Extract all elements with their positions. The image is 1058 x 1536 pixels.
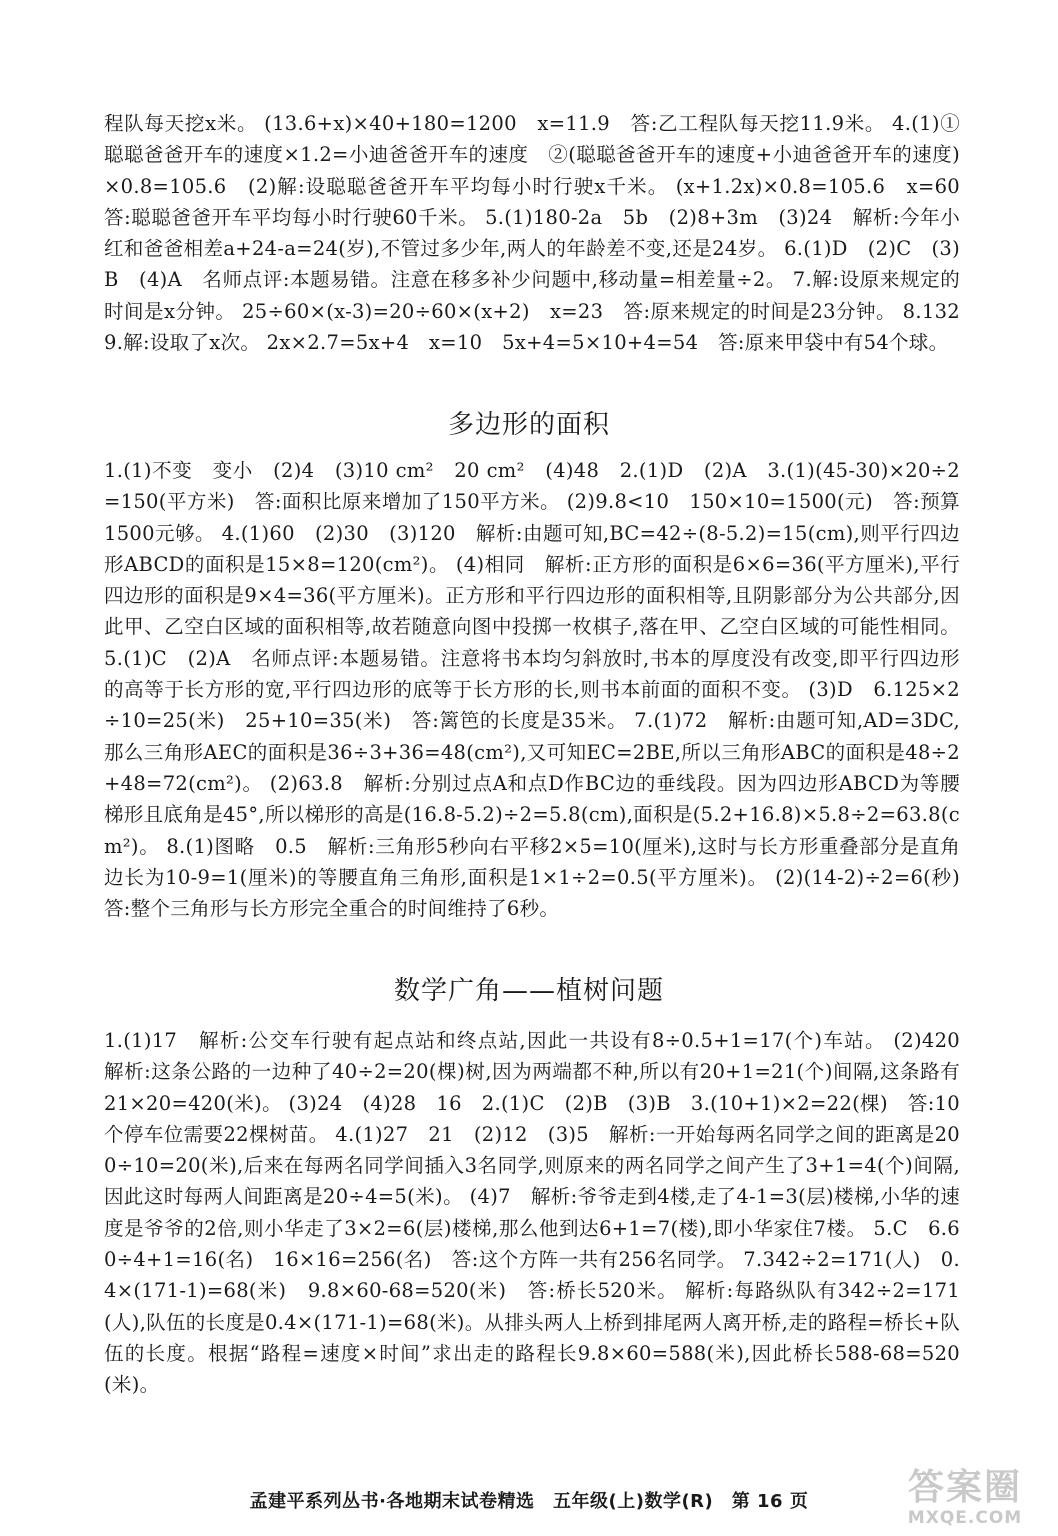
watermark-logo-text: 答案圈 (907, 1467, 1022, 1508)
paragraph-tree-planting: 1.(1)17 解析:公交车行驶有起点站和终点站,因此一共设有8÷0.5+1=17(个)车站。 (2)420 解析:这条公路的一边种了40÷2=20(棵)树,因为两端都不种,所以有20+1=21(个)间隔,这条路有21×20=420(米)。 (3)24 (4)28 16 2.(1)C (2)B (3)B 3.(10+1)×2=22(棵) 答:10个停车位需要22棵树苗。 4.(1)27 21 (2)12 (3)5 解析:一开始每两名同学之间的距离是200÷10=20(米),后来在每两名同学间插入3名同学,则原来的两名同学之间产生了3+1=4(个)间隔,因此这时每两人间距离是20÷4=5(米)。 (4)7 解析:爷爷走到4楼,走了4-1=3(层)楼梯,小华的速度是爷爷的2倍,则小华走了3×2=6(层)楼梯,那么他到达6+1=7(楼),即小华家住7楼。 5.C 6.60÷4+1=16(名) 16×16=256(名) 答:这个方阵一共有256名同学。 7.342÷2=171(人) 0.4×(171-1)=68(米) 9.8×60-68=520(米) 答:桥长520米。 解析:每路纵队有342÷2=171(人),队伍的长度是0.4×(171-1)=68(米)。从排头两人上桥到排尾两人离开桥,走的路程=桥长+队伍的长度。根据“路程=速度×时间”求出走的路程长9.8×60=588(米),因此桥长588-68=520(米)。 (104, 1029, 980, 1397)
heading-polygon-area: 多边形的面积 (447, 410, 610, 440)
page-footer: 孟建平系列丛书·各地期末试卷精选 五年级(上)数学(R) 第 16 页 (249, 1491, 809, 1512)
heading-tree-planting: 数学广角——植树问题 (393, 976, 664, 1006)
paragraph-polygon-area: 1.(1)不变 变小 (2)4 (3)10 cm² 20 cm² (4)48 2.(1)D (2)A 3.(1)(45-30)×20÷2=150(平方米) 答:面积比原来增加了150平方米。 (2)9.8<10 150×10=1500(元) 答:预算1500元够。 4.(1)60 (2)30 (3)120 解析:由题可知,BC=42÷(8-5.2)=15(cm),则平行四边形ABCD的面积是15×8=120(cm²)。 (4)相同 解析:正方形的面积是6×6=36(平方厘米),平行四边形的面积是9×4=36(平方厘米)。正方形和平行四边形的面积相等,且阴影部分为公共部分,因此甲、乙空白区域的面积相等,故若随意向图中投掷一枚棋子,落在甲、乙空白区域的可能性相同。 5.(1)C (2)A 名师点评:本题易错。注意将书本均匀斜放时,书本的厚度没有改变,即平行四边形的高等于长方形的宽,平行四边形的底等于长方形的长,则书本前面的面积不变。 (3)D 6.125×2÷10=25(米) 25+10=35(米) 答:篱笆的长度是35米。 7.(1)72 解析:由题可知,AD=3DC,那么三角形AEC的面积是36÷3+36=48(cm²),又可知EC=2BE,所以三角形ABC的面积是48÷2+48=72(cm²)。 (2)63.8 解析:分别过点A和点D作BC边的垂线段。因为四边形ABCD为等腰梯形且底角是45°,所以梯形的高是(16.8-5.2)÷2=5.8(cm),面积是(5.2+16.8)×5.8÷2=63.8(cm²)。 8.(1)图略 0.5 解析:三角形5秒向右平移2×5=10(厘米),这时与长方形重叠部分是直角边长为10-9=1(厘米)的等腰直角三角形,面积是1×1÷2=0.5(平方厘米)。 (2)(14-2)÷2=6(秒) 答:整个三角形与长方形完全重合的时间维持了6秒。 (104, 459, 980, 921)
watermark-logo (890, 1468, 1040, 1530)
watermark-url: MXQE.COM (907, 1508, 1023, 1528)
paragraph-equations-continued: 程队每天挖x米。 (13.6+x)×40+180=1200 x=11.9 答:乙工程队每天挖11.9米。 4.(1)①聪聪爸爸开车的速度×1.2=小迪爸爸开车的速度 ②(聪聪爸爸开车的速度+小迪爸爸开车的速度)×0.8=105.6 (2)解:设聪聪爸爸开车平均每小时行驶x千米。 (x+1.2x)×0.8=105.6 x=60 答:聪聪爸爸开车平均每小时行驶60千米。 5.(1)180-2a 5b (2)8+3m (3)24 解析:今年小红和爸爸相差a+24-a=24(岁),不管过多少年,两人的年龄差不变,还是24岁。 6.(1)D (2)C (3)B (4)A 名师点评:本题易错。注意在移多补少问题中,移动量=相差量÷2。 7.解:设原来规定的时间是x分钟。 25÷60×(x-3)=20÷60×(x+2) x=23 答:原来规定的时间是23分钟。 8.132 9.解:设取了x次。 2x×2.7=5x+4 x=10 5x+4=5×10+4=54 答:原来甲袋中有54个球。 (104, 112, 980, 355)
